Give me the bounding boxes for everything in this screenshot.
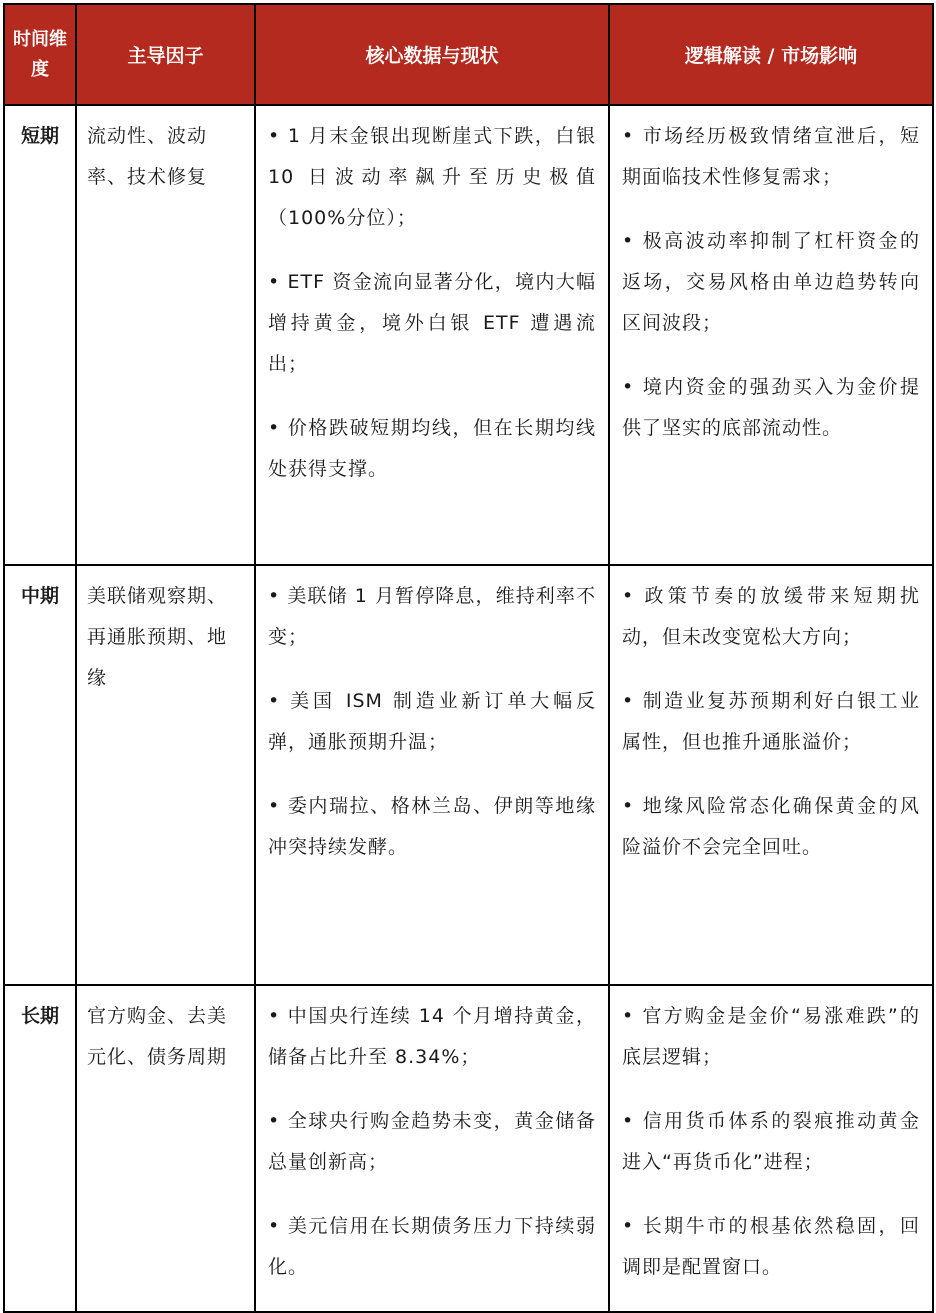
logic-item: • 长期牛市的根基依然稳固，回调即是配置窗口。 xyxy=(622,1215,920,1278)
header-data: 核心数据与现状 xyxy=(255,4,609,105)
data-item: • 中国央行连续 14 个月增持黄金，储备占比升至 8.34%； xyxy=(268,1005,596,1068)
logic-item: • 地缘风险常态化确保黄金的风险溢价不会完全回吐。 xyxy=(622,795,920,858)
data-item: • 全球央行购金趋势未变，黄金储备总量创新高； xyxy=(268,1110,596,1173)
logic-item: • 官方购金是金价“易涨难跌”的底层逻辑； xyxy=(622,1005,920,1068)
data-cell xyxy=(255,985,609,1312)
data-item: • 美元信用在长期债务压力下持续弱化。 xyxy=(268,1215,596,1278)
data-item: • 委内瑞拉、格林兰岛、伊朗等地缘冲突持续发酵。 xyxy=(268,795,596,858)
period-cell: 中期 xyxy=(4,565,76,985)
logic-item: • 境内资金的强劲买入为金价提供了坚实的底部流动性。 xyxy=(622,376,920,439)
logic-cell xyxy=(609,985,933,1312)
logic-item: • 市场经历极致情绪宣泄后，短期面临技术性修复需求； xyxy=(622,125,920,188)
data-item: • 美联储 1 月暂停降息，维持利率不变； xyxy=(268,585,596,648)
logic-item: • 极高波动率抑制了杠杆资金的返场，交易风格由单边趋势转向区间波段； xyxy=(622,230,920,334)
logic-cell xyxy=(609,105,933,565)
factor-table xyxy=(3,3,934,1313)
table-row-mid-term xyxy=(4,565,933,985)
factor-cell: 流动性、波动率、技术修复 xyxy=(76,105,255,565)
header-time: 时间维度 xyxy=(4,4,76,105)
logic-item: • 信用货币体系的裂痕推动黄金进入“再货币化”进程； xyxy=(622,1110,920,1173)
header-row xyxy=(4,4,933,105)
period-cell: 长期 xyxy=(4,985,76,1312)
table-row-short-term xyxy=(4,105,933,565)
data-cell xyxy=(255,565,609,985)
header-factor: 主导因子 xyxy=(76,4,255,105)
table-row-long-term xyxy=(4,985,933,1312)
logic-item: • 制造业复苏预期利好白银工业属性，但也推升通胀溢价； xyxy=(622,690,920,753)
period-cell: 短期 xyxy=(4,105,76,565)
data-item: • 1 月末金银出现断崖式下跌，白银 10 日波动率飙升至历史极值（100%分位）； xyxy=(268,125,596,229)
header-logic: 逻辑解读 / 市场影响 xyxy=(609,4,933,105)
factor-cell: 美联储观察期、再通胀预期、地缘 xyxy=(76,565,255,985)
logic-item: • 政策节奏的放缓带来短期扰动，但未改变宽松大方向； xyxy=(622,585,920,648)
data-cell xyxy=(255,105,609,565)
data-item: • 美国 ISM 制造业新订单大幅反弹，通胀预期升温； xyxy=(268,690,596,753)
factor-cell: 官方购金、去美元化、债务周期 xyxy=(76,985,255,1312)
logic-cell xyxy=(609,565,933,985)
data-item: • 价格跌破短期均线，但在长期均线处获得支撑。 xyxy=(268,417,596,480)
data-item: • ETF 资金流向显著分化，境内大幅增持黄金，境外白银 ETF 遭遇流出； xyxy=(268,271,596,375)
